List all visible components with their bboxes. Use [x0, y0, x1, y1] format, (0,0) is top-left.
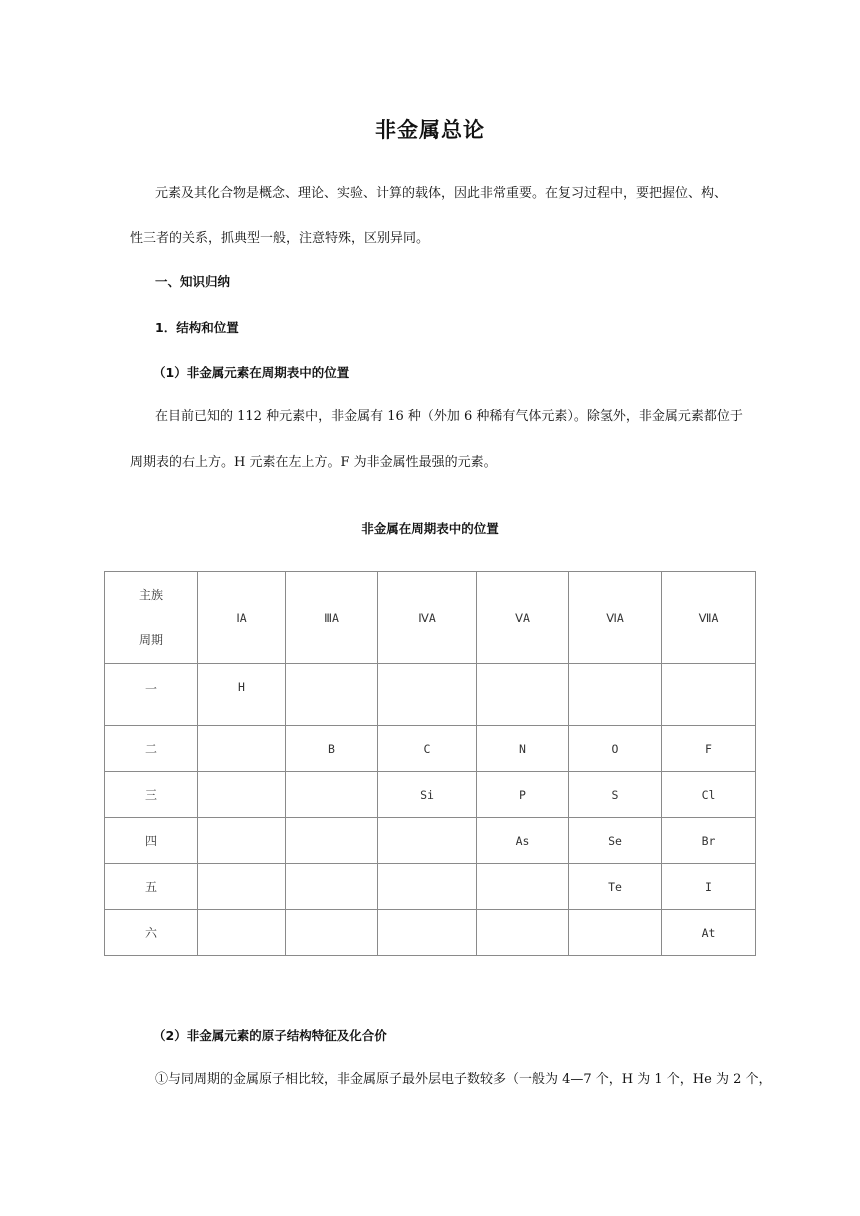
table-row	[105, 726, 756, 772]
group-header: ⅤA	[477, 572, 569, 664]
element-cell	[378, 818, 477, 864]
element-cell: As	[477, 818, 569, 864]
paragraph-2-line-1: ①与同周期的金属原子相比较，非金属原子最外层电子数较多（一般为 4—7 个，H 为 1 个，He 为 2 个，	[155, 1072, 772, 1087]
corner-label-period: 周期	[138, 632, 163, 647]
subsection-heading-position: （1）非金属元素在周期表中的位置	[153, 365, 350, 380]
element-cell	[569, 664, 662, 726]
element-cell: F	[662, 726, 756, 772]
element-cell	[477, 910, 569, 956]
table-row	[105, 864, 756, 910]
element-cell	[286, 772, 378, 818]
page-title: 非金属总论	[375, 118, 485, 142]
element-cell	[198, 726, 286, 772]
element-cell: Si	[378, 772, 477, 818]
table-row	[105, 910, 756, 956]
element-cell	[198, 818, 286, 864]
group-header: ⅢA	[286, 572, 378, 664]
group-header: ⅥA	[569, 572, 662, 664]
element-cell: B	[286, 726, 378, 772]
table-row	[105, 818, 756, 864]
group-header: ⅣA	[378, 572, 477, 664]
periodic-table	[104, 571, 756, 956]
element-cell	[286, 910, 378, 956]
element-cell	[662, 664, 756, 726]
element-cell: At	[662, 910, 756, 956]
element-cell	[378, 664, 477, 726]
period-label: 二	[105, 726, 198, 772]
element-cell: Te	[569, 864, 662, 910]
element-cell	[286, 818, 378, 864]
element-cell: I	[662, 864, 756, 910]
section-heading-structure: 1．结构和位置	[155, 320, 239, 335]
period-label: 五	[105, 864, 198, 910]
element-cell	[477, 864, 569, 910]
period-label: 一	[105, 664, 198, 726]
subsection-heading-structure-valence: （2）非金属元素的原子结构特征及化合价	[153, 1028, 387, 1043]
paragraph-1-line-1: 在目前已知的 112 种元素中，非金属有 16 种（外加 6 种稀有气体元素）。除氢外，非金属元素都位于	[155, 409, 743, 424]
element-cell	[477, 664, 569, 726]
table-corner-cell	[105, 572, 198, 664]
table-caption: 非金属在周期表中的位置	[361, 521, 499, 536]
element-cell: H	[198, 664, 286, 726]
period-label: 三	[105, 772, 198, 818]
element-cell: Se	[569, 818, 662, 864]
element-cell: Br	[662, 818, 756, 864]
element-cell	[198, 910, 286, 956]
element-cell: N	[477, 726, 569, 772]
paragraph-1-line-2: 周期表的右上方。H 元素在左上方。F 为非金属性最强的元素。	[130, 455, 497, 470]
table-row	[105, 664, 756, 726]
intro-line-2: 性三者的关系，抓典型一般，注意特殊，区别异同。	[130, 231, 430, 246]
group-header: ⅦA	[662, 572, 756, 664]
element-cell	[198, 772, 286, 818]
intro-line-1: 元素及其化合物是概念、理论、实验、计算的载体，因此非常重要。在复习过程中，要把握位、构、	[155, 186, 728, 201]
element-cell	[286, 864, 378, 910]
element-cell: O	[569, 726, 662, 772]
element-cell	[378, 910, 477, 956]
element-cell	[198, 864, 286, 910]
period-label: 六	[105, 910, 198, 956]
table-row	[105, 772, 756, 818]
element-cell: C	[378, 726, 477, 772]
element-cell	[286, 664, 378, 726]
element-cell: P	[477, 772, 569, 818]
element-cell: Cl	[662, 772, 756, 818]
group-header: ⅠA	[198, 572, 286, 664]
corner-label-group: 主族	[138, 587, 163, 602]
element-cell	[569, 910, 662, 956]
element-cell: S	[569, 772, 662, 818]
section-heading-knowledge: 一、知识归纳	[155, 274, 231, 289]
period-label: 四	[105, 818, 198, 864]
table-header-row	[105, 572, 756, 664]
element-cell	[378, 864, 477, 910]
